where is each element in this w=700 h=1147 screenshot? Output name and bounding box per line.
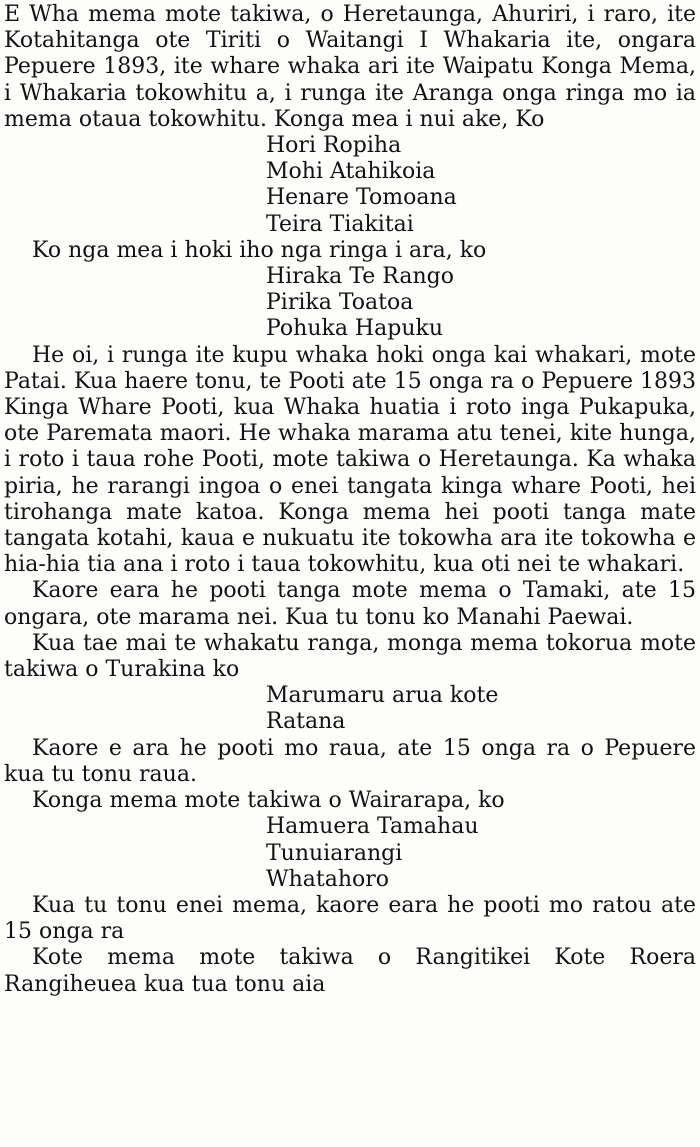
name-list-turakina [4, 683, 696, 735]
name-entry: Tunuiarangi [266, 840, 403, 866]
name-entry: Whatahoro [266, 866, 390, 892]
name-entry: Henare Tomoana [266, 185, 457, 211]
paragraph-opening: E Wha mema mote takiwa, o Heretaunga, Ahuriri, i raro, ite Kotahitanga ote Tiriti o Waitangi I Whakaria ite, ongara Pepuere 1893, ite whare whaka ari ite Waipatu Konga Mema, i Whakaria tokowhitu a, i runga ite Aranga onga ringa mo ia mema otaua tokowhitu. Konga mea i nui ake, Ko [4, 2, 696, 132]
paragraph: Konga mema mote takiwa o Wairarapa, ko [32, 788, 505, 814]
name-entry: Marumaru arua kote [266, 683, 499, 709]
paragraph: Kaore e ara he pooti mo raua, ate 15 onga ra o Pepuere kua tu tonu raua. [4, 735, 696, 787]
paragraph: Kaore eara he pooti tanga mote mema o Tamaki, ate 15 ongara, ote marama nei. Kua tu tonu ko Manahi Paewai. [4, 578, 696, 630]
name-entry: Mohi Atahikoia [266, 159, 436, 185]
paragraph: He oi, i runga ite kupu whaka hoki onga kai whakari, mote Patai. Kua haere tonu, te Pooti ate 15 onga ra o Pepuere 1893 Kinga Whare Pooti, kua Whaka huatia i roto inga Pukapuka, ote Paremata maori. He whaka marama atu tenei, kite hunga, i roto i taua rohe Pooti, mote takiwa o Heretaunga. Ka whaka piria, he rarangi ingoa o enei tangata kinga whare Pooti, hei tirohanga mate katoa. Konga mema hei pooti tanga mate tangata kotahi, kaua e nukuatu ite tokowha ara ite tokowha e hia-hia tia ana i roto i taua tokowhitu, kua oti nei te whakari. [4, 342, 696, 578]
name-list-elected [4, 133, 696, 238]
paragraph: Kote mema mote takiwa o Rangitikei Kote Roera Rangiheuea kua tua tonu aia [4, 945, 696, 997]
name-entry: Ratana [266, 709, 346, 735]
name-entry: Pohuka Hapuku [266, 316, 443, 342]
name-entry: Hiraka Te Rango [266, 264, 454, 290]
name-list-wairarapa [4, 814, 696, 893]
name-entry: Hori Ropiha [266, 133, 402, 159]
paragraph: Kua tae mai te whakatu ranga, monga mema tokorua mote takiwa o Turakina ko [4, 630, 696, 683]
name-entry: Teira Tiakitai [266, 211, 414, 237]
name-entry: Pirika Toatoa [266, 290, 414, 316]
name-entry: Hamuera Tamahau [266, 814, 479, 840]
paragraph: Kua tu tonu enei mema, kaore eara he pooti mo ratou ate 15 onga ra [4, 892, 696, 945]
paragraph: Ko nga mea i hoki iho nga ringa i ara, ko [32, 237, 487, 263]
name-list-returned [4, 264, 696, 343]
